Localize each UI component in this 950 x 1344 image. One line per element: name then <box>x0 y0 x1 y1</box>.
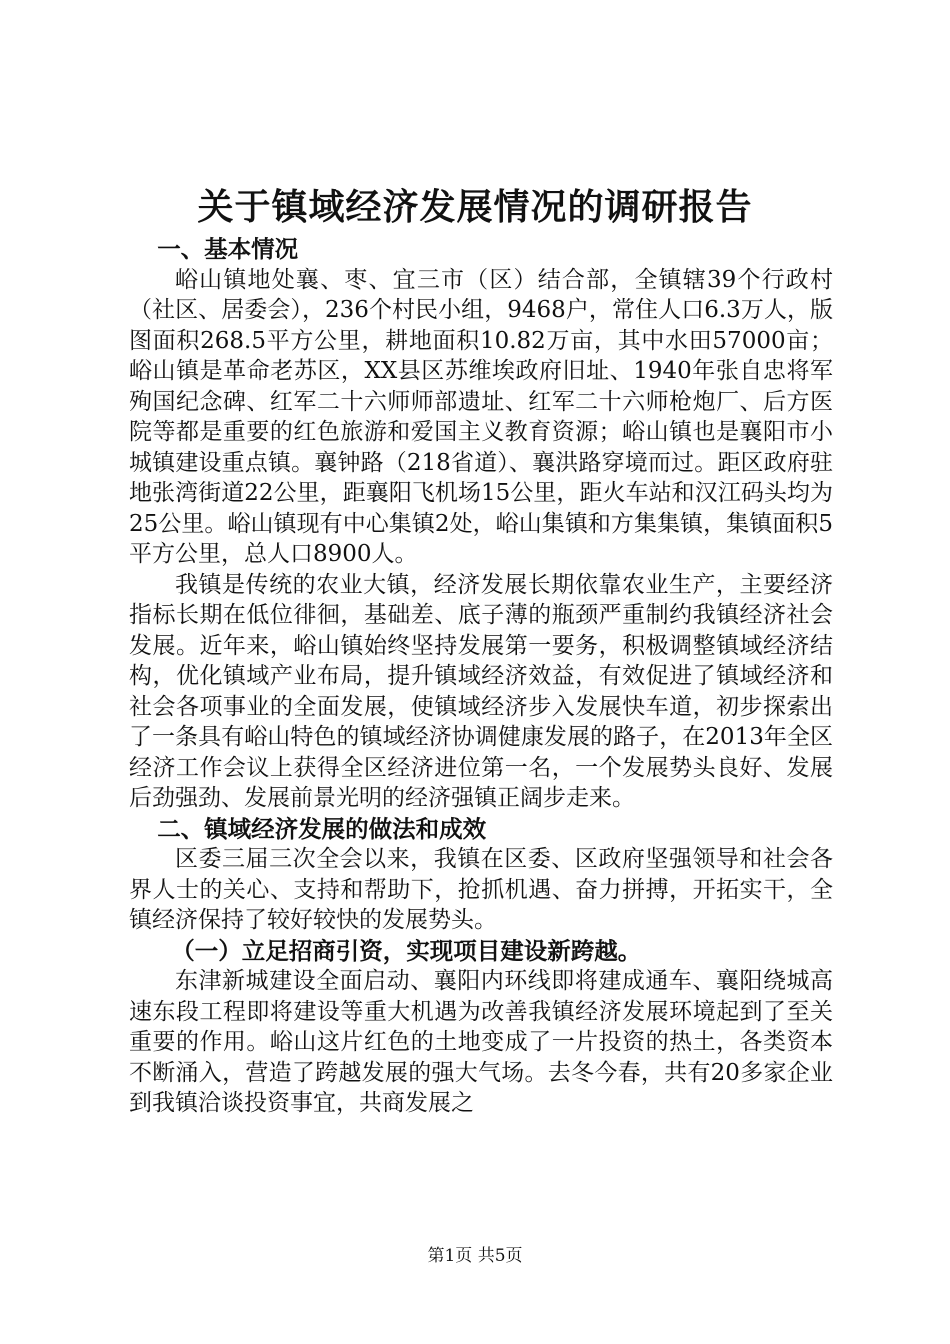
paragraph: 我镇是传统的农业大镇，经济发展长期依靠农业生产，主要经济指标长期在低位徘徊，基础差、底子薄的瓶颈严重制约我镇经济社会发展。近年来，峪山镇始终坚持发展第一要务，积极调整镇域经济结构，优化镇域产业布局，提升镇域经济效益，有效促进了镇域经济和社会各项事业的全面发展，使镇域经济步入发展快车道，初步探索出了一条具有峪山特色的镇域经济协调健康发展的路子，在2013年全区经济工作会议上获得全区经济进位第一名，一个发展势头良好、发展后劲强劲、发展前景光明的经济强镇正阔步走来。 <box>129 571 833 811</box>
page-number-footer: 第1页 共5页 <box>427 1246 523 1266</box>
document-body <box>129 234 833 1119</box>
paragraph: 区委三届三次全会以来，我镇在区委、区政府坚强领导和社会各界人士的关心、支持和帮助下，抢抓机遇、奋力拼搏，开拓实干，全镇经济保持了较好较快的发展势头。 <box>129 846 833 933</box>
document-title: 关于镇域经济发展情况的调研报告 <box>197 186 753 228</box>
paragraph: 峪山镇地处襄、枣、宜三市（区）结合部，全镇辖39个行政村（社区、居委会），236个村民小组，9468户，常住人口6.3万人，版图面积268.5平方公里，耕地面积10.82万亩，其中水田57000亩；峪山镇是革命老苏区，XX县区苏维埃政府旧址、1940年张自忠将军殉国纪念碑、红军二十六师师部遗址、红军二十六师枪炮厂、后方医院等都是重要的红色旅游和爱国主义教育资源；峪山镇也是襄阳市小城镇建设重点镇。襄钟路（218省道）、襄洪路穿境而过。距区政府驻地张湾街道22公里，距襄阳飞机场15公里，距火车站和汉江码头均为25公里。峪山镇现有中心集镇2处，峪山集镇和方集集镇，集镇面积5平方公里，总人口8900人。 <box>129 266 833 567</box>
subsection-heading: （一）立足招商引资，实现项目建设新跨越。 <box>171 936 642 965</box>
paragraph: 东津新城建设全面启动、襄阳内环线即将建成通车、襄阳绕城高速东段工程即将建设等重大机遇为改善我镇经济发展环境起到了至关重要的作用。峪山这片红色的土地变成了一片投资的热土，各类资本不断涌入，营造了跨越发展的强大气场。去冬今春，共有20多家企业到我镇洽谈投资事宜，共商发展之 <box>129 968 833 1116</box>
section-heading: 二、镇域经济发展的做法和成效 <box>157 814 487 843</box>
section-heading: 一、基本情况 <box>157 235 299 263</box>
